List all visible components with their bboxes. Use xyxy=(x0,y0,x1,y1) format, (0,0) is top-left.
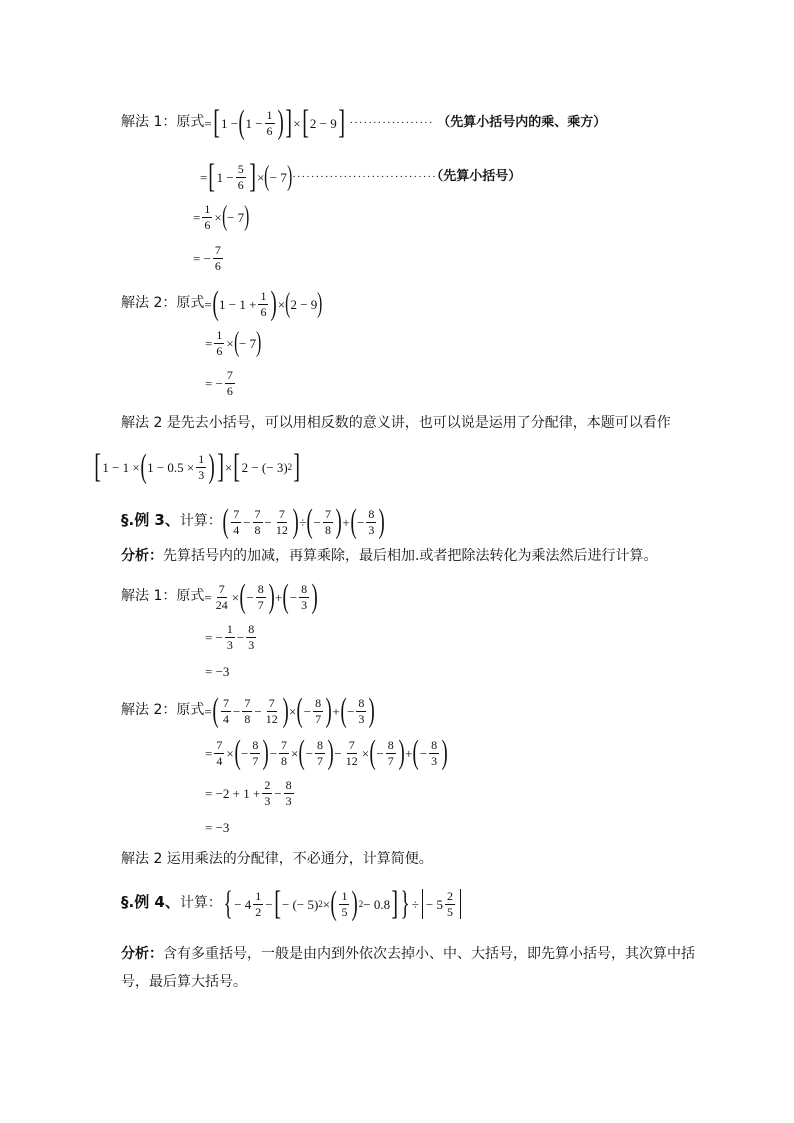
sol2-line2: = $\frac{1}{6}$ × ( − 7 ) xyxy=(205,327,262,359)
sol1-expr: = [ 1 − ( 1 − $\frac{1}{6}$ ) ] × [ 2 − 9 ] xyxy=(204,104,345,141)
ex3-sol1-line2: = − $\frac{1}{3}$ − $\frac{8}{3}$ xyxy=(205,622,255,652)
sol2-line3: = − $\frac{7}{6}$ xyxy=(205,368,233,398)
ex3-comment: 解法 2 运用乘法的分配律，不必通分，计算简便。 xyxy=(121,851,433,867)
example-3-heading: §.例 3、计算： ( $\frac{7}{4}$ − $\frac{7}{8}$ − $\frac{7}{12}$ ) ÷ ( − $\frac{7}{8}$ ) + ( − $\frac{8}{3}$ ) xyxy=(121,503,386,540)
alt-expression: [ 1 − 1 × ( 1 − 0.5 × $\frac{1}{3}$ ) ] × [ 2 − (− 3) 2 ] xyxy=(94,448,301,485)
example-3-analysis: 分析：先算括号内的加减，再算乘除，最后相加.或者把除法转化为乘法然后进行计算。 xyxy=(121,548,658,564)
example-4-analysis: 分析：含有多重括号，一般是由内到外依次去掉小、中、大括号，即先算小括号，其次算中括号，最后算大括号。 xyxy=(121,946,695,990)
comment-paragraph: 解法 2 是先去小括号，可以用相反数的意义讲，也可以说是运用了分配律，本题可以看作 xyxy=(121,415,671,431)
ex3-sol2-line2: = $\frac{7}{4}$ × ( − $\frac{8}{7}$ ) − $\frac{7}{8}$ × ( − $\frac{8}{7}$ ) − $\frac{7}{12}$ × ( − $\frac{8}{7}$ ) + ( − $\frac{8}{3}$ ) xyxy=(205,734,448,771)
example-4-heading: §.例 4、计算： { − 4 $\frac{1}{2}$ − [ − (− 5) 2 × ( $\frac{1}{5}$ ) 2 − 0.8 ] } ÷ − 5 $\frac{2}{5}$ xyxy=(121,887,464,921)
sol1-line2: = [ 1 − $\frac{5}{6}$ ] × ( − 7 ) ·······························（先算小括号） xyxy=(200,158,522,195)
sol1-line3: = $\frac{1}{6}$ × ( − 7 ) xyxy=(193,201,250,233)
sol2-line1: 解法 2：原式= ( 1 − 1 + $\frac{1}{6}$ ) × ( 2 − 9 ) xyxy=(121,285,323,322)
sol1-line4: = − $\frac{7}{6}$ xyxy=(193,243,221,273)
ex3-sol2-line1: 解法 2：原式= ( $\frac{7}{4}$ − $\frac{7}{8}$ − $\frac{7}{12}$ ) × ( − $\frac{8}{7}$ ) + ( − $\frac{8}{3}$ ) xyxy=(121,692,376,729)
sol1-line1: 解法 1：原式= [ 1 − ( 1 − $\frac{1}{6}$ ) ] × [ 2 − 9 ] ·················· （先算小括号内的乘、乘方） xyxy=(121,104,607,141)
ex3-sol2-line3: = −2 + 1 + $\frac{2}{3}$ − $\frac{8}{3}$ xyxy=(205,778,292,808)
ex3-sol2-line4: = −3 xyxy=(205,820,230,836)
ex3-sol1-line3: = −3 xyxy=(205,664,230,680)
ex3-sol1-line1: 解法 1：原式= $\frac{7}{24}$ × ( − $\frac{8}{7}$ ) + ( − $\frac{8}{3}$ ) xyxy=(121,578,318,615)
